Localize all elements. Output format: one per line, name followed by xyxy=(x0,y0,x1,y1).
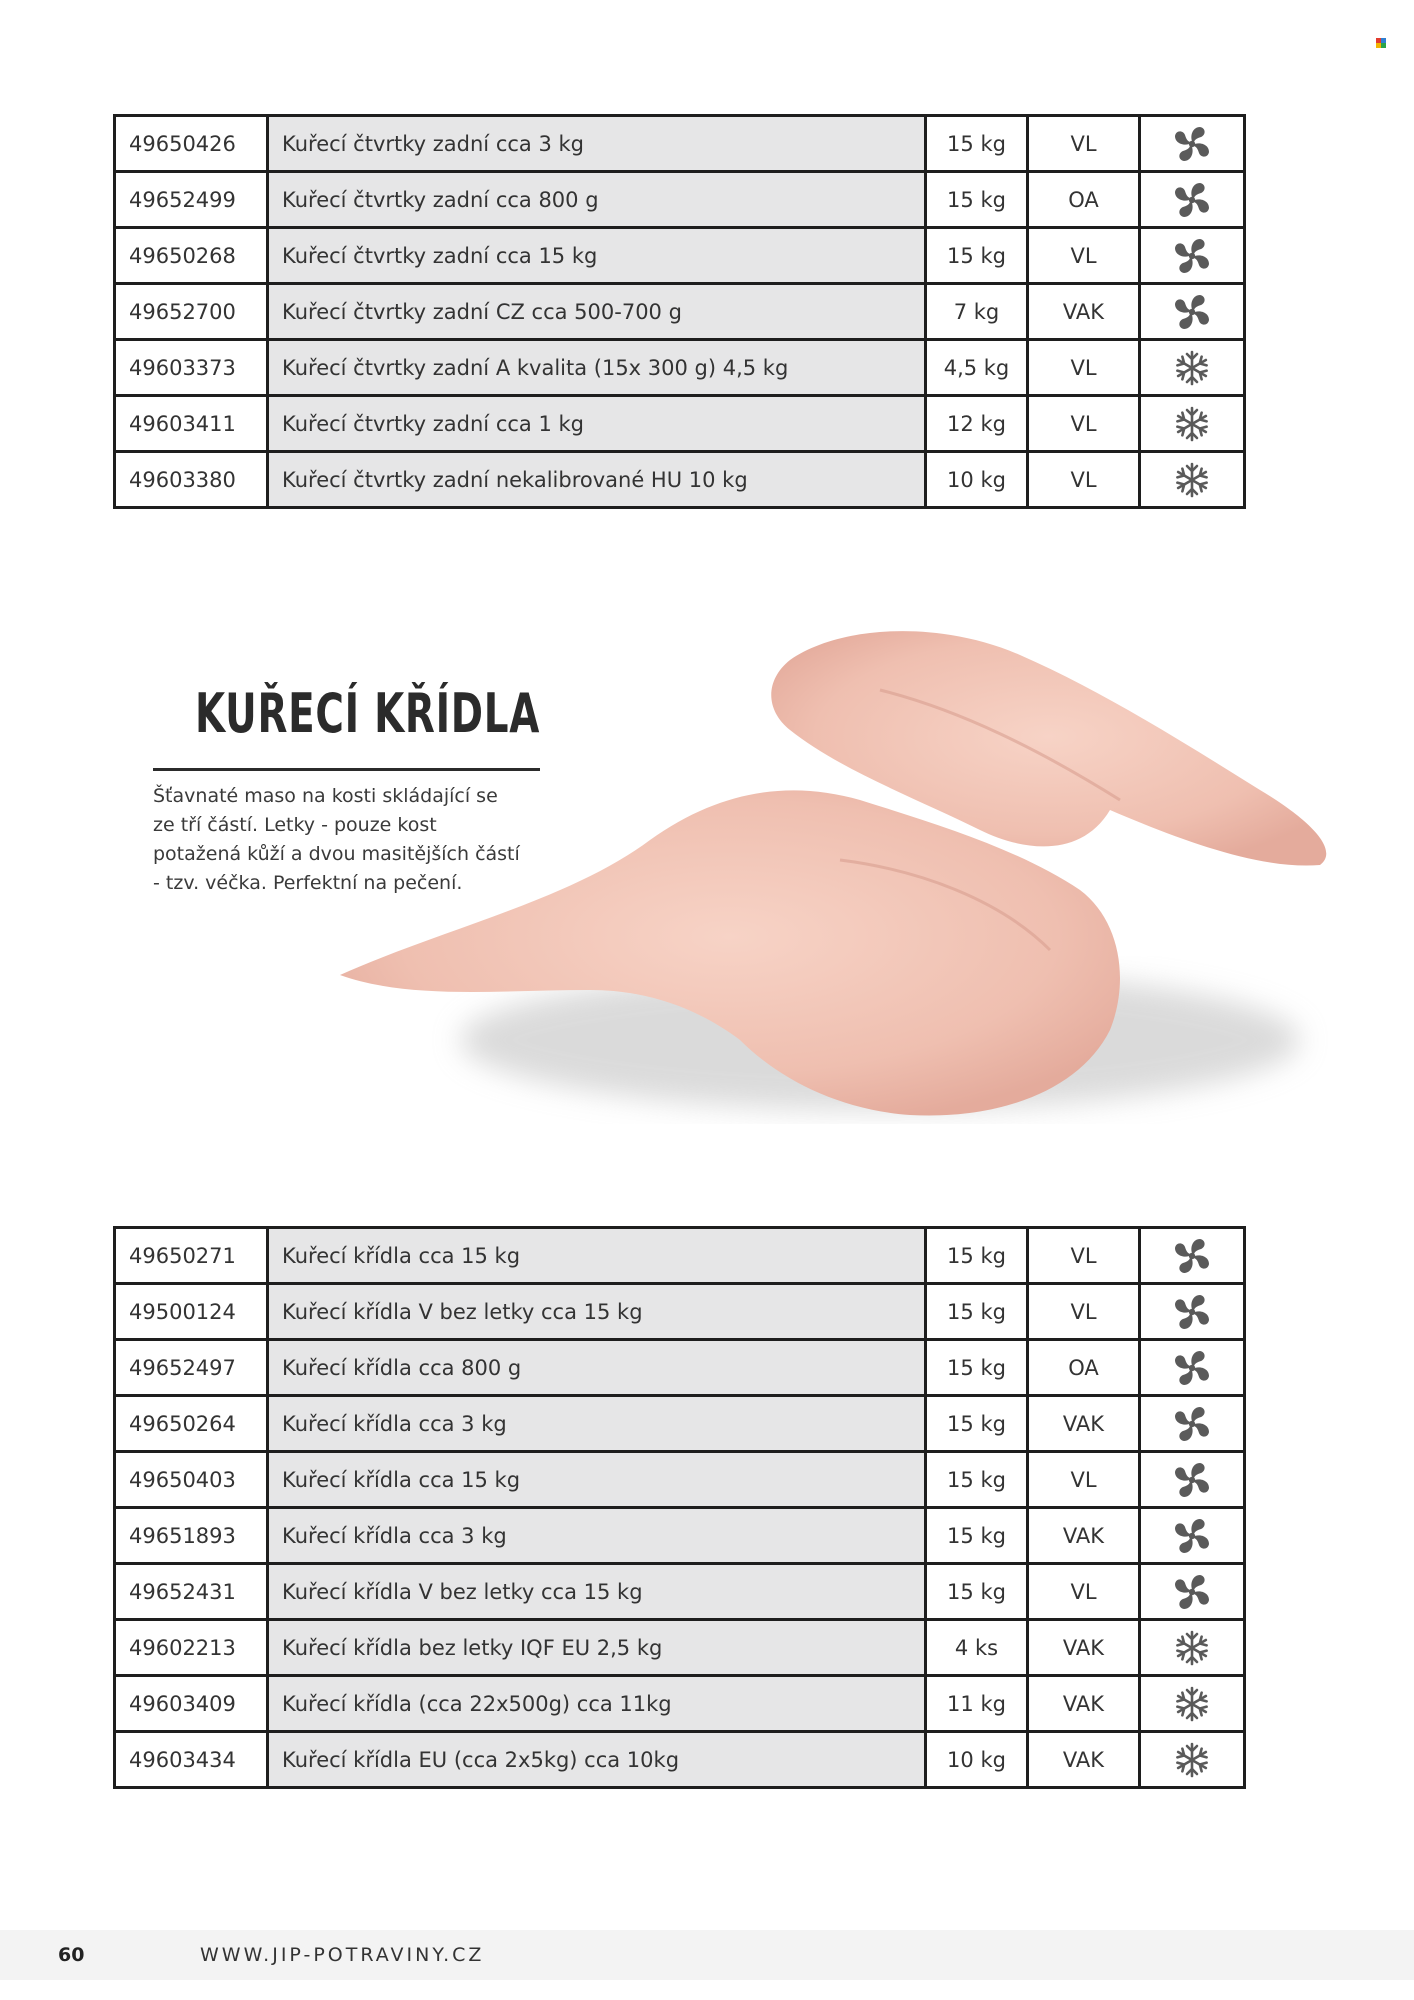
package-type: VL xyxy=(1028,228,1140,284)
fan-icon xyxy=(1140,284,1245,340)
package-type: VAK xyxy=(1028,1396,1140,1452)
package-quantity: 15 kg xyxy=(926,172,1028,228)
package-quantity: 15 kg xyxy=(926,1508,1028,1564)
section-title: KUŘECÍ KŘÍDLA xyxy=(195,682,541,745)
package-type: VAK xyxy=(1028,1508,1140,1564)
table-row xyxy=(115,396,1245,452)
package-quantity: 15 kg xyxy=(926,1452,1028,1508)
page-number: 60 xyxy=(58,1944,85,1966)
product-name: Kuřecí čtvrtky zadní CZ cca 500-700 g xyxy=(268,284,926,340)
fan-icon xyxy=(1140,1396,1245,1452)
chicken-wings-photo xyxy=(320,600,1380,1180)
package-type: VAK xyxy=(1028,1732,1140,1788)
product-code: 49603380 xyxy=(115,452,268,508)
product-code: 49603434 xyxy=(115,1732,268,1788)
fan-icon xyxy=(1140,1508,1245,1564)
package-type: VL xyxy=(1028,1452,1140,1508)
package-quantity: 15 kg xyxy=(926,1228,1028,1284)
package-quantity: 10 kg xyxy=(926,452,1028,508)
package-quantity: 15 kg xyxy=(926,1284,1028,1340)
snowflake-icon xyxy=(1140,1676,1245,1732)
package-quantity: 15 kg xyxy=(926,1564,1028,1620)
product-code: 49602213 xyxy=(115,1620,268,1676)
website-link[interactable]: WWW.JIP-POTRAVINY.CZ xyxy=(200,1944,485,1966)
product-table-chicken-wings xyxy=(113,1226,1246,1789)
product-code: 49652497 xyxy=(115,1340,268,1396)
product-code: 49652431 xyxy=(115,1564,268,1620)
product-name: Kuřecí křídla cca 800 g xyxy=(268,1340,926,1396)
product-code: 49603409 xyxy=(115,1676,268,1732)
package-quantity: 4 ks xyxy=(926,1620,1028,1676)
table-row xyxy=(115,1508,1245,1564)
table-row xyxy=(115,1396,1245,1452)
product-name: Kuřecí čtvrtky zadní cca 1 kg xyxy=(268,396,926,452)
product-code: 49652499 xyxy=(115,172,268,228)
package-type: VL xyxy=(1028,1284,1140,1340)
product-name: Kuřecí čtvrtky zadní nekalibrované HU 10 kg xyxy=(268,452,926,508)
page-footer xyxy=(0,1930,1414,1980)
package-type: VL xyxy=(1028,1228,1140,1284)
package-quantity: 15 kg xyxy=(926,1396,1028,1452)
package-quantity: 11 kg xyxy=(926,1676,1028,1732)
product-name: Kuřecí křídla cca 15 kg xyxy=(268,1228,926,1284)
package-quantity: 10 kg xyxy=(926,1732,1028,1788)
snowflake-icon xyxy=(1140,452,1245,508)
table-row xyxy=(115,1340,1245,1396)
package-quantity: 7 kg xyxy=(926,284,1028,340)
fan-icon xyxy=(1140,1284,1245,1340)
table-row xyxy=(115,284,1245,340)
product-code: 49650268 xyxy=(115,228,268,284)
table-row xyxy=(115,172,1245,228)
product-code: 49650264 xyxy=(115,1396,268,1452)
fan-icon xyxy=(1140,228,1245,284)
table-row xyxy=(115,1732,1245,1788)
product-name: Kuřecí čtvrtky zadní cca 3 kg xyxy=(268,116,926,172)
product-code: 49603373 xyxy=(115,340,268,396)
fan-icon xyxy=(1140,1340,1245,1396)
package-type: VAK xyxy=(1028,284,1140,340)
product-name: Kuřecí křídla EU (cca 2x5kg) cca 10kg xyxy=(268,1732,926,1788)
product-name: Kuřecí křídla V bez letky cca 15 kg xyxy=(268,1284,926,1340)
package-quantity: 4,5 kg xyxy=(926,340,1028,396)
package-quantity: 15 kg xyxy=(926,1340,1028,1396)
product-name: Kuřecí křídla V bez letky cca 15 kg xyxy=(268,1564,926,1620)
package-type: VL xyxy=(1028,396,1140,452)
product-name: Kuřecí křídla (cca 22x500g) cca 11kg xyxy=(268,1676,926,1732)
package-type: VL xyxy=(1028,340,1140,396)
package-quantity: 15 kg xyxy=(926,228,1028,284)
package-type: VL xyxy=(1028,452,1140,508)
table-row xyxy=(115,1284,1245,1340)
section-description: Šťavnaté maso na kosti skládající se ze tří částí. Letky - pouze kost potažená kůží a dvou masitějších částí - tzv. véčka. Perfektní na pečení. xyxy=(153,785,520,894)
product-name: Kuřecí čtvrtky zadní cca 15 kg xyxy=(268,228,926,284)
table-row xyxy=(115,452,1245,508)
package-type: OA xyxy=(1028,172,1140,228)
table-row xyxy=(115,1676,1245,1732)
snowflake-icon xyxy=(1140,396,1245,452)
fan-icon xyxy=(1140,1228,1245,1284)
snowflake-icon xyxy=(1140,1732,1245,1788)
product-code: 49500124 xyxy=(115,1284,268,1340)
table-row xyxy=(115,1620,1245,1676)
fan-icon xyxy=(1140,1452,1245,1508)
package-type: OA xyxy=(1028,1340,1140,1396)
package-quantity: 15 kg xyxy=(926,116,1028,172)
fan-icon xyxy=(1140,1564,1245,1620)
product-name: Kuřecí křídla bez letky IQF EU 2,5 kg xyxy=(268,1620,926,1676)
package-quantity: 12 kg xyxy=(926,396,1028,452)
package-type: VL xyxy=(1028,116,1140,172)
table-row xyxy=(115,1564,1245,1620)
snowflake-icon xyxy=(1140,1620,1245,1676)
product-code: 49650403 xyxy=(115,1452,268,1508)
table-row xyxy=(115,228,1245,284)
table-row xyxy=(115,340,1245,396)
fan-icon xyxy=(1140,172,1245,228)
corner-logo-mark xyxy=(1376,38,1386,48)
product-name: Kuřecí křídla cca 3 kg xyxy=(268,1396,926,1452)
fan-icon xyxy=(1140,116,1245,172)
product-name: Kuřecí křídla cca 3 kg xyxy=(268,1508,926,1564)
product-name: Kuřecí čtvrtky zadní A kvalita (15x 300 g) 4,5 kg xyxy=(268,340,926,396)
product-code: 49652700 xyxy=(115,284,268,340)
product-name: Kuřecí čtvrtky zadní cca 800 g xyxy=(268,172,926,228)
product-table-chilled-quarters xyxy=(113,114,1246,509)
table-row xyxy=(115,1228,1245,1284)
table-row xyxy=(115,116,1245,172)
snowflake-icon xyxy=(1140,340,1245,396)
package-type: VL xyxy=(1028,1564,1140,1620)
product-code: 49650271 xyxy=(115,1228,268,1284)
product-code: 49651893 xyxy=(115,1508,268,1564)
package-type: VAK xyxy=(1028,1620,1140,1676)
package-type: VAK xyxy=(1028,1676,1140,1732)
product-code: 49650426 xyxy=(115,116,268,172)
product-code: 49603411 xyxy=(115,396,268,452)
product-name: Kuřecí křídla cca 15 kg xyxy=(268,1452,926,1508)
table-row xyxy=(115,1452,1245,1508)
